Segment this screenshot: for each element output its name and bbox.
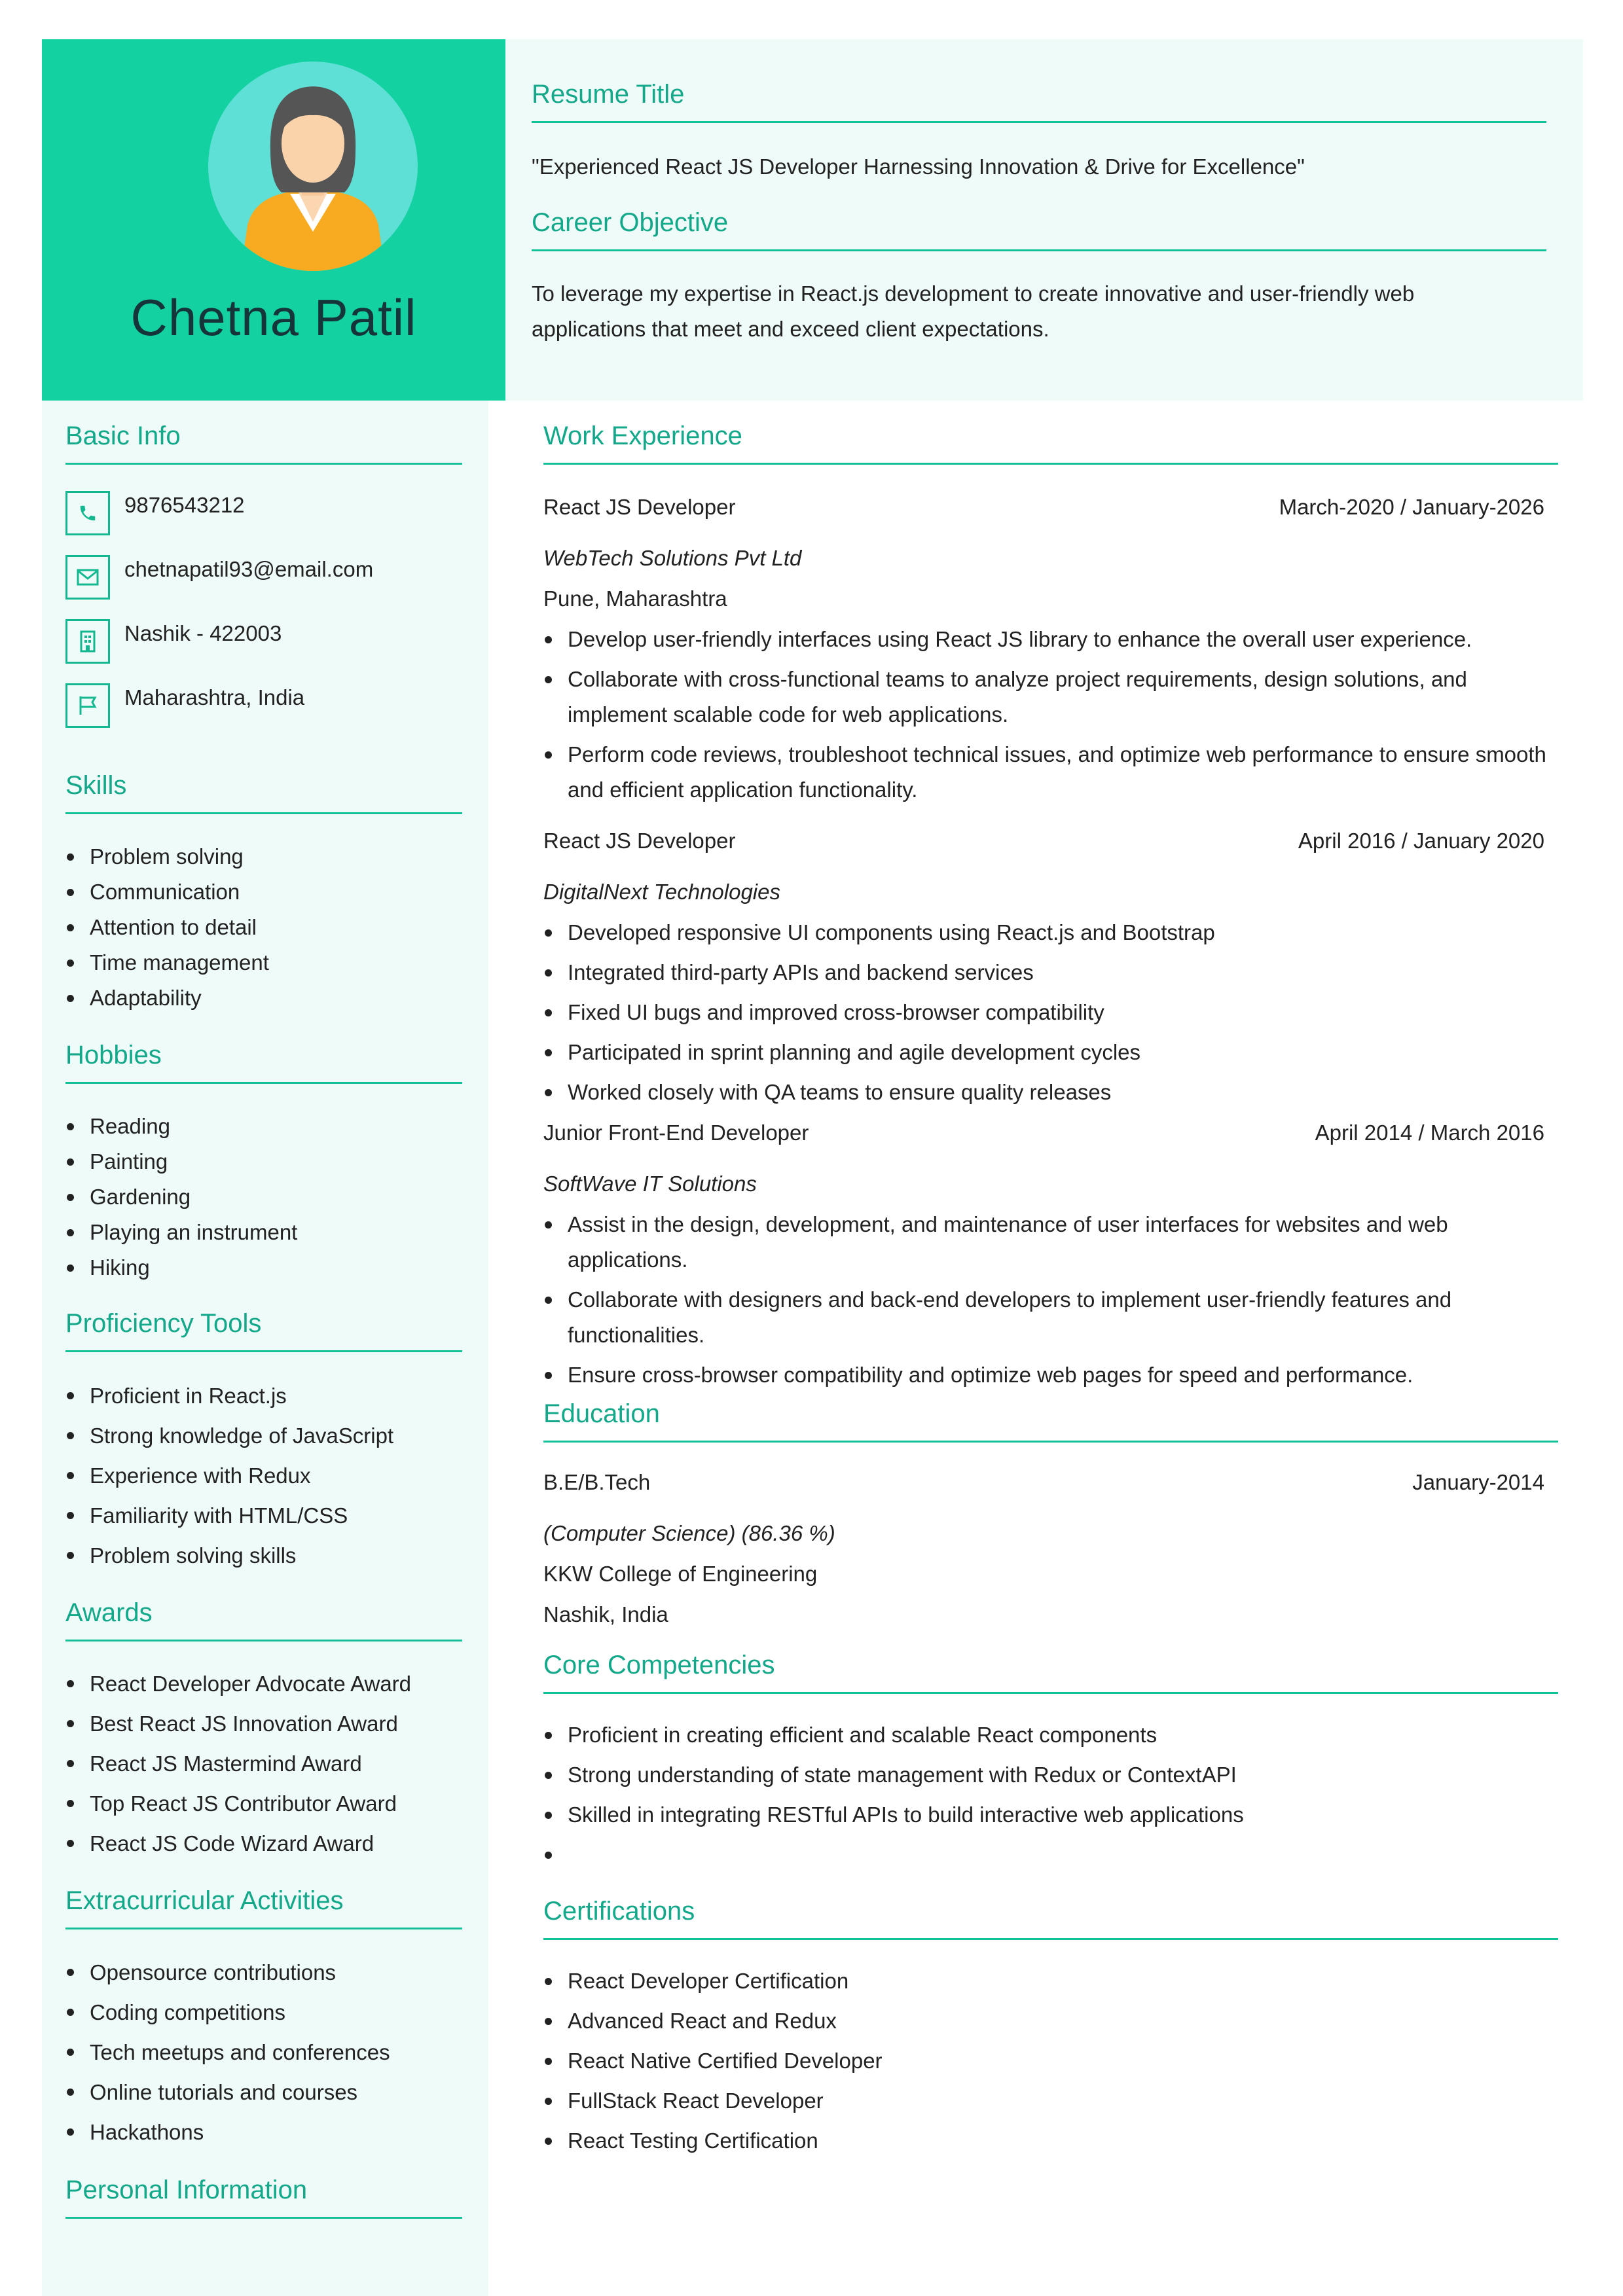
list-item: Strong knowledge of JavaScript: [65, 1416, 393, 1456]
list-item: Proficient in React.js: [65, 1376, 393, 1416]
list-item: React JS Mastermind Award: [65, 1744, 411, 1784]
job-dates: April 2016 / January 2020: [1298, 829, 1544, 853]
core-competencies-heading: Core Competencies: [543, 1651, 1558, 1694]
list-item: Gardening: [65, 1179, 297, 1215]
job-company: SoftWave IT Solutions: [543, 1172, 757, 1196]
list-item: Tech meetups and conferences: [65, 2032, 390, 2072]
list-item: Communication: [65, 874, 269, 910]
proficiency-tools-list: [65, 1376, 393, 1575]
education-heading: Education: [543, 1399, 1558, 1443]
education-field: (Computer Science) (86.36 %): [543, 1521, 835, 1545]
job-company: WebTech Solutions Pvt Ltd: [543, 546, 802, 570]
job-dates: April 2014 / March 2016: [1315, 1121, 1544, 1145]
list-item: Best React JS Innovation Award: [65, 1704, 411, 1744]
profile-header: [42, 39, 505, 401]
list-item: Top React JS Contributor Award: [65, 1784, 411, 1823]
list-item: FullStack React Developer: [543, 2083, 1552, 2119]
list-item: Worked closely with QA teams to ensure quality releases: [543, 1075, 1552, 1110]
basic-info-heading: Basic Info: [65, 422, 462, 465]
job-title: React JS Developer: [543, 829, 736, 853]
list-item: Familiarity with HTML/CSS: [65, 1496, 393, 1535]
job-dates: March-2020 / January-2026: [1279, 495, 1544, 519]
job-bullets: [543, 1207, 1552, 1397]
awards-list: [65, 1664, 411, 1863]
phone-number: 9876543212: [124, 493, 245, 517]
list-item: Fixed UI bugs and improved cross-browser compatibility: [543, 995, 1552, 1030]
list-item: Develop user-friendly interfaces using React JS library to enhance the overall user experience.: [543, 622, 1552, 657]
address-text: Nashik - 422003: [124, 621, 282, 645]
list-item: Hackathons: [65, 2112, 390, 2152]
career-objective-text: To leverage my expertise in React.js development to create innovative and user-friendly web applications that meet and exceed client expectations.: [532, 281, 1415, 341]
job-company: DigitalNext Technologies: [543, 880, 780, 904]
list-item: Assist in the design, development, and maintenance of user interfaces for websites and web applications.: [543, 1207, 1552, 1278]
avatar: [208, 62, 418, 271]
list-item: Attention to detail: [65, 910, 269, 945]
flag-icon: [65, 683, 110, 728]
skills-list: [65, 839, 269, 1016]
list-item: Integrated third-party APIs and backend services: [543, 955, 1552, 990]
list-item: Collaborate with cross-functional teams to analyze project requirements, design solutions, and implement scalable code for web applications.: [543, 662, 1552, 732]
list-item: Time management: [65, 945, 269, 980]
mail-icon: [65, 555, 110, 600]
list-item: Skilled in integrating RESTful APIs to build interactive web applications: [543, 1797, 1552, 1833]
hobbies-list: [65, 1109, 297, 1285]
list-item: Experience with Redux: [65, 1456, 393, 1496]
list-item: Online tutorials and courses: [65, 2072, 390, 2112]
phone-icon: [65, 491, 110, 535]
certifications-list: [543, 1964, 1552, 2163]
hobbies-heading: Hobbies: [65, 1041, 462, 1084]
degree: B.E/B.Tech: [543, 1470, 651, 1494]
list-item: Proficient in creating efficient and scalable React components: [543, 1717, 1552, 1753]
list-item: Advanced React and Redux: [543, 2003, 1552, 2039]
proficiency-tools-heading: Proficiency Tools: [65, 1309, 462, 1352]
resume-title-text: "Experienced React JS Developer Harnessing Innovation & Drive for Excellence": [532, 154, 1305, 179]
list-item: Ensure cross-browser compatibility and optimize web pages for speed and performance.: [543, 1357, 1552, 1393]
work-experience-heading: Work Experience: [543, 422, 1558, 465]
list-item: Strong understanding of state management with Redux or ContextAPI: [543, 1757, 1552, 1793]
list-item: React Developer Advocate Award: [65, 1664, 411, 1704]
job-title: React JS Developer: [543, 495, 736, 519]
job-bullets: [543, 622, 1552, 812]
personal-information-heading: Personal Information: [65, 2176, 462, 2219]
list-item: Problem solving: [65, 839, 269, 874]
list-item: Opensource contributions: [65, 1952, 390, 1992]
certifications-heading: Certifications: [543, 1897, 1558, 1940]
list-item: Problem solving skills: [65, 1535, 393, 1575]
list-item: Reading: [65, 1109, 297, 1144]
skills-heading: Skills: [65, 771, 462, 814]
college-name: KKW College of Engineering: [543, 1562, 818, 1586]
list-item: Perform code reviews, troubleshoot technical issues, and optimize web performance to ensure smooth and efficient application functionality.: [543, 737, 1552, 808]
list-item: Developed responsive UI components using React.js and Bootstrap: [543, 915, 1552, 950]
list-item: Coding competitions: [65, 1992, 390, 2032]
list-item: React JS Code Wizard Award: [65, 1823, 411, 1863]
awards-heading: Awards: [65, 1598, 462, 1641]
email-address: chetnapatil93@email.com: [124, 557, 374, 581]
job-location: Pune, Maharashtra: [543, 586, 727, 611]
list-item: Collaborate with designers and back-end developers to implement user-friendly features and functionalities.: [543, 1282, 1552, 1353]
candidate-name: Chetna Patil: [130, 289, 417, 346]
job-bullets: [543, 915, 1552, 1115]
extracurricular-list: [65, 1952, 390, 2152]
list-item: Playing an instrument: [65, 1215, 297, 1250]
list-item: React Testing Certification: [543, 2123, 1552, 2159]
education-date: January-2014: [1412, 1470, 1544, 1494]
list-item: React Native Certified Developer: [543, 2043, 1552, 2079]
list-item: Hiking: [65, 1250, 297, 1285]
extracurricular-heading: Extracurricular Activities: [65, 1886, 462, 1929]
list-item: Adaptability: [65, 980, 269, 1016]
list-item: React Developer Certification: [543, 1964, 1552, 1999]
resume-title-heading: Resume Title: [532, 80, 1546, 123]
college-location: Nashik, India: [543, 1602, 668, 1626]
career-objective-heading: Career Objective: [532, 208, 1546, 251]
list-item: Painting: [65, 1144, 297, 1179]
building-icon: [65, 619, 110, 664]
location-text: Maharashtra, India: [124, 685, 305, 709]
list-item: Participated in sprint planning and agile development cycles: [543, 1035, 1552, 1070]
list-item: [543, 1837, 1552, 1873]
core-competencies-list: [543, 1717, 1552, 1877]
job-title: Junior Front-End Developer: [543, 1121, 809, 1145]
